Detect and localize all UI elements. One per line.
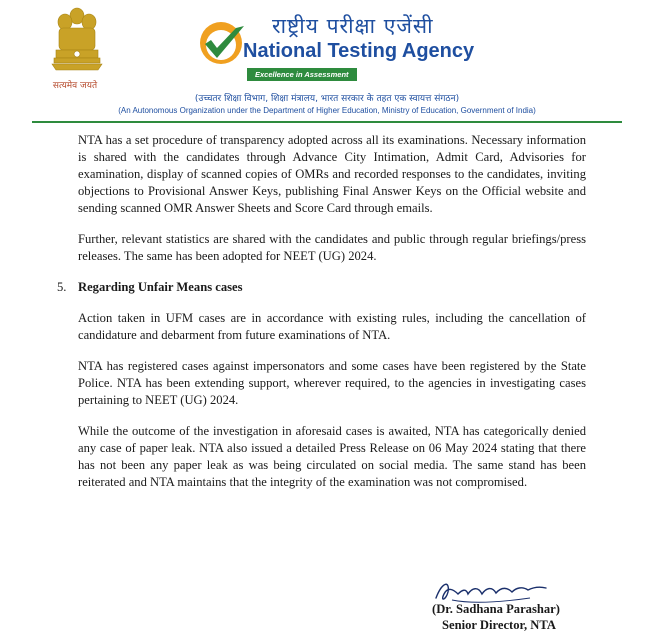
paragraph-ufm-action: Action taken in UFM cases are in accordance with existing rules, including the cancellation of candidature and debarment from future examinations of NTA. <box>78 311 586 342</box>
org-subtitle-hindi: (उच्चतर शिक्षा विभाग, शिक्षा मंत्रालय, भारत सरकार के तहत एक स्वायत्त संगठन) <box>194 94 460 104</box>
nta-checkmark-logo-icon <box>196 18 246 68</box>
org-subtitle-english: (An Autonomous Organization under the Department of Higher Education, Ministry of Education, Government of India) <box>118 106 536 115</box>
brand-tagline: Excellence in Assessment <box>247 68 357 81</box>
header-divider <box>32 121 622 123</box>
signatory-title: Senior Director, NTA <box>442 618 556 632</box>
section-unfair-means <box>57 279 586 344</box>
paragraph-transparency: NTA has a set procedure of transparency adopted across all its examinations. Necessary information is shared with the candidates through Advance City Intimation, Admit Card, Advisories for examination, display of scanned copies of OMRs and recorded responses to the candidates, inviting objections to Provisional Answer Keys, publishing Final Answer Keys on the Official website and sending scanned OMR Answer Sheets and Score Card through emails. <box>78 133 586 215</box>
document-body <box>57 132 586 505</box>
paragraph-investigation: While the outcome of the investigation in aforesaid cases is awaited, NTA has categorically denied any case of paper leak. NTA also issued a detailed Press Release on 06 May 2024 stating that there has not been any paper leak as was being circulated on social media. The same stand has been reiterated and NTA maintains that the integrity of the examination was not compromised. <box>78 424 586 489</box>
paragraph-registered-cases: NTA has registered cases against impersonators and some cases have been registered by the State Police. NTA has been extending support, wherever required, to the agencies in investigating cases pertaining to NEET (UG) 2024. <box>78 359 586 407</box>
letterhead <box>0 0 654 124</box>
brand-name-english: National Testing Agency <box>243 40 475 62</box>
signatory-name: (Dr. Sadhana Parashar) <box>432 602 560 616</box>
paragraph-statistics: Further, relevant statistics are shared with the candidates and public through regular briefings/press releases. The same has been adopted for NEET (UG) 2024. <box>78 232 586 263</box>
emblem-motto: सत्यमेव जयते <box>52 81 98 91</box>
section-title: Regarding Unfair Means cases <box>78 280 243 294</box>
section-number: 5. <box>57 280 67 294</box>
national-emblem-icon <box>44 4 110 80</box>
brand-name-hindi: राष्ट्रीय परीक्षा एजेंसी <box>272 14 434 38</box>
